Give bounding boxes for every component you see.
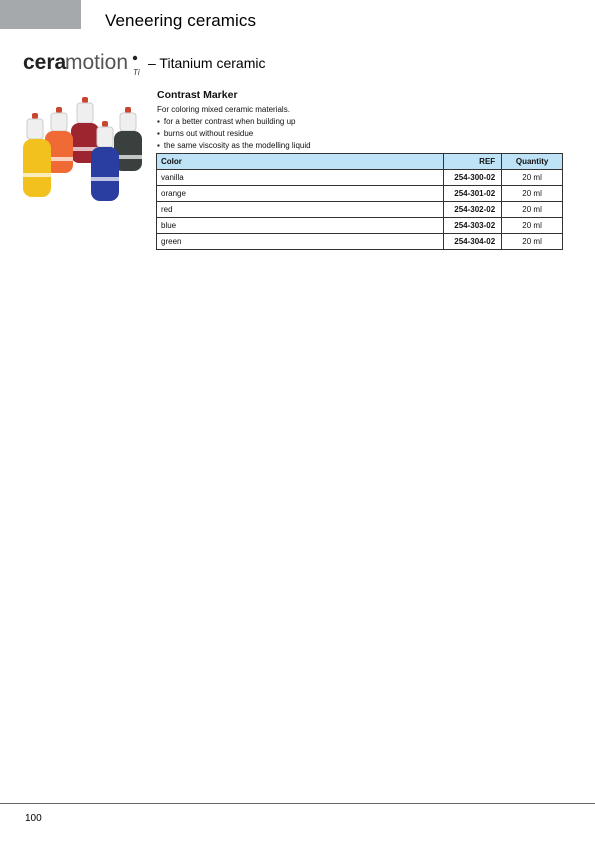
cell-quantity: 20 ml [502,234,563,250]
product-table [156,153,563,250]
cell-color: red [157,202,444,218]
cell-color: vanilla [157,170,444,186]
bullet-item: ▪ for a better contrast when building up [157,116,563,128]
brand-line [23,50,583,78]
cell-color: blue [157,218,444,234]
page-number: 100 [25,813,42,824]
svg-text:motion: motion [65,51,129,74]
cell-color: orange [157,186,444,202]
product-bullets [157,116,563,152]
bullet-item: ▪ the same viscosity as the modelling liquid [157,140,563,152]
header-grey-tab [0,0,81,29]
product-description: For coloring mixed ceramic materials. [157,105,290,114]
cell-quantity: 20 ml [502,202,563,218]
cell-ref: 254-303-02 [443,218,502,234]
ceramotion-logo [23,50,148,78]
table-row [157,186,563,202]
bottle-vanilla [23,113,51,197]
footer-divider [0,803,595,804]
cell-quantity: 20 ml [502,170,563,186]
table-row [157,202,563,218]
svg-text:cera: cera [23,51,67,74]
column-header-ref: REF [443,154,502,170]
cell-quantity: 20 ml [502,186,563,202]
column-header-quantity: Quantity [502,154,563,170]
brand-subtitle: – Titanium ceramic [148,55,266,71]
cell-ref: 254-302-02 [443,202,502,218]
column-header-color: Color [157,154,444,170]
cell-ref: 254-300-02 [443,170,502,186]
product-heading: Contrast Marker [157,89,238,101]
bullet-item: ▪ burns out without residue [157,128,563,140]
page-title: Veneering ceramics [105,11,257,30]
svg-text:Ti: Ti [133,68,140,77]
cell-quantity: 20 ml [502,218,563,234]
product-info [157,89,563,152]
cell-ref: 254-304-02 [443,234,502,250]
product-photo [22,95,150,207]
table-header-row [157,154,563,170]
table-row [157,170,563,186]
table-row [157,218,563,234]
table-row [157,234,563,250]
cell-color: green [157,234,444,250]
cell-ref: 254-301-02 [443,186,502,202]
